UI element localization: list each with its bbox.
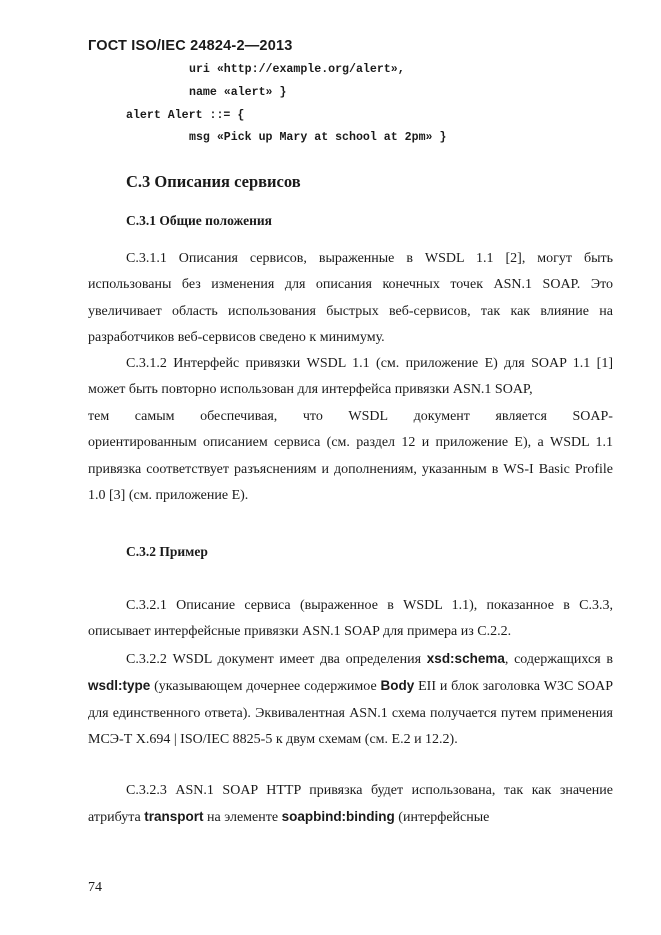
- subsection-title-general: С.3.1 Общие положения: [126, 213, 272, 228]
- text-run: С.3.2.2 WSDL документ имеет два определения: [126, 652, 427, 667]
- paragraph-c3-1-2-justified-line: [88, 404, 613, 430]
- word: документ: [413, 408, 470, 424]
- code-line-3: alert Alert ::= {: [126, 109, 245, 122]
- text-run: на элементе: [203, 810, 282, 826]
- paragraph-c3-2-3: [88, 778, 613, 832]
- keyword-transport: transport: [144, 809, 204, 825]
- word: самым: [134, 408, 175, 424]
- paragraph-c3-1-1: С.3.1.1 Описания сервисов, выраженные в WSDL 1.1 [2], могут быть использованы без изменения для описания конечных точек ASN.1 SOAP. Это увеличивает область использования быстрых веб-сервисов, так как влияние на разработчиков веб-сервисов сведено к минимуму.: [88, 251, 613, 346]
- paragraph-c3-1-2: [88, 351, 613, 509]
- keyword-body: Body: [380, 678, 415, 694]
- code-line-4: msg «Pick up Mary at school at 2pm» }: [189, 131, 447, 144]
- keyword-wsdl-type: wsdl:type: [88, 678, 151, 694]
- page-number: 74: [88, 880, 102, 895]
- code-line-1: uri «http://example.org/alert»,: [189, 63, 405, 76]
- text-run: EII и блок заголовка W3C SOAP для единственного ответа). Эквивалентная ASN.1 схема получается путем применения МСЭ-Т X.694 | ISO/IEC 8825-5 к двум схемам (см. Е.2 и 12.2).: [88, 679, 613, 748]
- code-line-2: name «alert» }: [189, 86, 287, 99]
- paragraph-c3-1-2-part2: ориентированным описанием сервиса (см. раздел 12 и приложение Е), а WSDL 1.1 привязка соответствует разъяснениям и дополнениям, указанным в WS-I Basic Profile 1.0 [3] (см. приложение Е).: [88, 435, 613, 504]
- word: тем: [88, 408, 110, 424]
- text-run: С.3.2.3 ASN.1 SOAP HTTP привязка будет использована, так как значение атрибута: [88, 783, 613, 826]
- standard-header: ГОСТ ISO/IEC 24824-2—2013: [88, 38, 293, 54]
- text-run: (указывающем дочернее содержимое: [150, 679, 381, 695]
- paragraph-c3-2-2: [88, 646, 613, 754]
- word: обеспечивая,: [200, 408, 278, 424]
- subsection-title-example: С.3.2 Пример: [126, 544, 208, 559]
- keyword-soapbind-binding: soapbind:binding: [281, 809, 395, 825]
- section-title: С.3 Описания сервисов: [126, 172, 301, 191]
- word: WSDL: [348, 408, 389, 424]
- keyword-xsd-schema: xsd:schema: [426, 651, 505, 666]
- text-run: (интерфейсные: [394, 810, 490, 826]
- paragraph-c3-1-2-part1: С.3.1.2 Интерфейс привязки WSDL 1.1 (см. приложение Е) для SOAP 1.1 [1] может быть повторно использован для интерфейса привязки ASN.1 SOAP,: [88, 356, 613, 398]
- word: SOAP-: [572, 408, 613, 424]
- paragraph-c3-2-1: С.3.2.1 Описание сервиса (выраженное в WSDL 1.1), показанное в С.3.3, описывает интерфейсные привязки ASN.1 SOAP для примера из С.2.2.: [88, 598, 614, 640]
- text-run: , содержащихся в: [504, 652, 613, 667]
- word: является: [495, 408, 547, 424]
- word: что: [302, 408, 323, 424]
